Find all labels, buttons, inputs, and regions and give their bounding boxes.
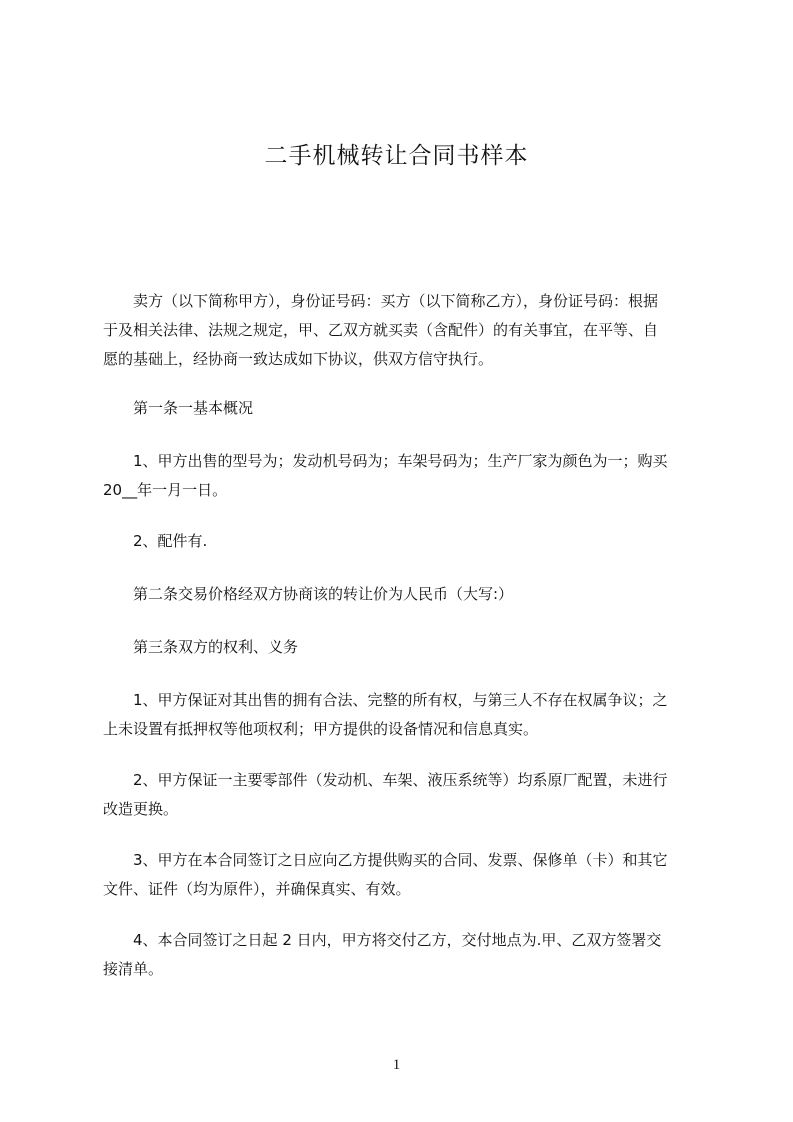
text-line: 4、本合同签订之日起 2 日内，甲方将交付乙方，交付地点为.甲、乙双方签署交 — [103, 931, 662, 949]
paragraph-intro — [103, 287, 715, 374]
paragraph-article-3-item-4 — [103, 926, 715, 984]
paragraph-article-3-item-1 — [103, 686, 715, 744]
text-line: 文件、证件（均为原件），并确保真实、有效。 — [103, 880, 411, 898]
text-line: 愿的基础上，经协商一致达成如下协议，供双方信守执行。 — [103, 350, 494, 368]
paragraph-article-3-item-2 — [103, 766, 715, 824]
paragraph-article-1-item-1 — [103, 447, 715, 505]
paragraph-article-3-item-3 — [103, 846, 715, 904]
text-line: 第一条一基本概况 — [103, 399, 254, 417]
paragraph-article-1-item-2 — [103, 527, 715, 556]
text-line: 卖方（以下简称甲方），身份证号码：买方（以下简称乙方），身份证号码：根据 — [103, 292, 659, 310]
text-line: 接清单。 — [103, 960, 164, 978]
text-line: 第三条双方的权利、义务 — [103, 638, 299, 656]
text-line: 改造更换。 — [103, 800, 179, 818]
article-3-heading — [103, 633, 715, 662]
text-line: 1、甲方保证对其出售的拥有合法、完整的所有权，与第三人不存在权属争议；之 — [103, 691, 668, 709]
text-line: 于及相关法律、法规之规定，甲、乙双方就买卖（含配件）的有关事宜，在平等、自 — [103, 321, 659, 339]
text-line: 2、甲方保证一主要零部件（发动机、车架、液压系统等）均系原厂配置，未进行 — [103, 771, 668, 789]
text-line: 上未设置有抵押权等他项权利；甲方提供的设备情况和信息真实。 — [103, 720, 539, 738]
text-line: 3、甲方在本合同签订之日应向乙方提供购买的合同、发票、保修单（卡）和其它 — [103, 851, 668, 869]
text-line: 20__年一月一日。 — [103, 481, 228, 499]
text-line: 2、配件有. — [103, 532, 208, 550]
article-2-heading — [103, 580, 715, 609]
document-title: 二手机械转让合同书样本 — [264, 143, 529, 169]
text-line: 1、甲方出售的型号为；发动机号码为；车架号码为；生产厂家为颜色为一；购买 — [103, 452, 668, 470]
article-1-heading — [103, 394, 715, 423]
page-number: 1 — [392, 1057, 401, 1073]
text-line: 第二条交易价格经双方协商该的转让价为人民币（大写:） — [103, 585, 514, 603]
